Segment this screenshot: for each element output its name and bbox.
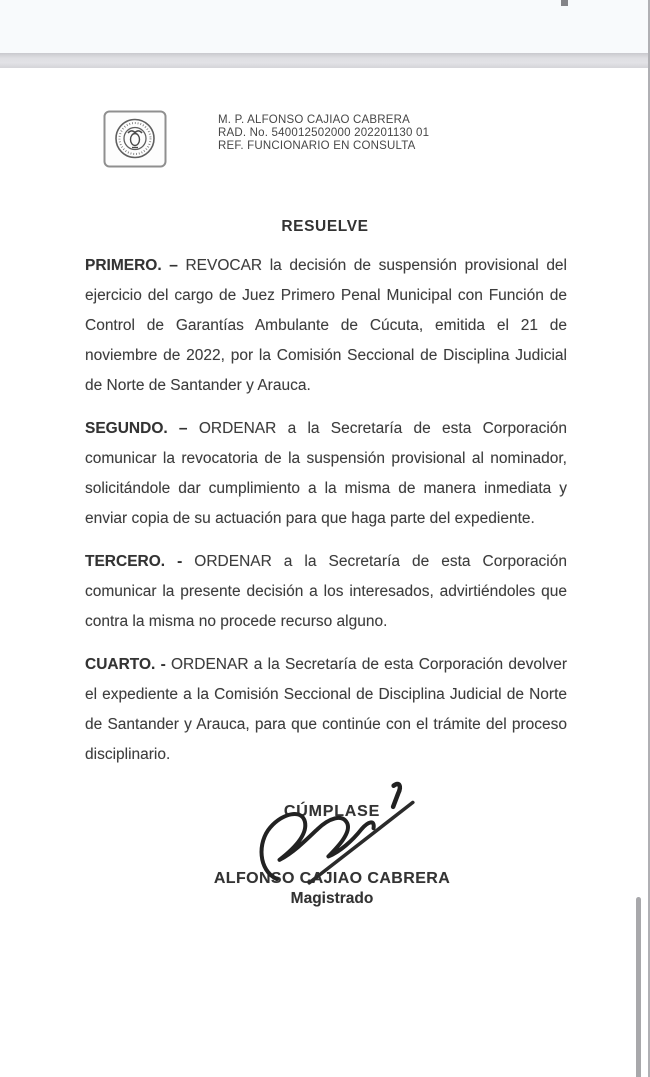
header-reference-block: [218, 110, 429, 153]
previous-page-text-fragment: [561, 0, 568, 6]
header-line-referencia: REF. FUNCIONARIO EN CONSULTA: [218, 140, 416, 152]
document-page: [0, 68, 650, 1077]
paragraph-cuarto-text: ORDENAR a la Secretaría de esta Corporación devolver el expediente a la Comisión Seccional de Disciplina Judicial de Norte de Santander y Arauca, para que continúe con el trámite del proceso disciplinario.: [85, 656, 567, 763]
paragraph-primero-label: PRIMERO. –: [85, 257, 178, 274]
signatory-title: Magistrado: [290, 890, 374, 907]
paragraph-segundo: [85, 414, 567, 534]
rama-judicial-seal-icon: [103, 110, 167, 168]
signatory-name: ALFONSO CAJIAO CABRERA: [213, 870, 451, 887]
paragraph-cuarto: [85, 650, 567, 770]
paragraph-segundo-text: ORDENAR a la Secretaría de esta Corporación comunicar la revocatoria de la suspensión provisional al nominador, solicitándole dar cumplimiento a la misma de manera inmediata y enviar copia de su actuación para que haga parte del expediente.: [85, 420, 568, 527]
paragraph-primero: [85, 251, 567, 401]
header-line-magistrate: M. P. ALFONSO CAJIAO CABRERA: [218, 114, 410, 126]
paragraph-tercero-label: TERCERO. -: [85, 553, 183, 570]
paragraph-primero-text: REVOCAR la decisión de suspensión provisional del ejercicio del cargo de Juez Primero Penal Municipal con Función de Control de Garantías Ambulante de Cúcuta, emitida el 21 de noviembre de 2022, por la Comisión Seccional de Disciplina Judicial de Norte de Santander y Arauca.: [85, 257, 567, 394]
scrollbar-thumb[interactable]: [636, 897, 641, 1077]
paragraph-cuarto-label: CUARTO. -: [85, 656, 166, 673]
previous-page-bottom: [0, 0, 650, 53]
paragraph-tercero: [85, 547, 567, 637]
page-gap-divider: [0, 53, 650, 68]
header-line-radicado: RAD. No. 540012502000 202201130 01: [218, 127, 430, 139]
paragraph-segundo-label: SEGUNDO. –: [85, 420, 188, 437]
document-header: [103, 110, 429, 168]
handwritten-signature-icon: [245, 779, 424, 893]
paragraph-tercero-text: ORDENAR a la Secretaría de esta Corporación comunicar la presente decisión a los interesados, advirtiéndoles que contra la misma no procede recurso alguno.: [85, 553, 567, 630]
resolution-title: RESUELVE: [281, 218, 369, 235]
resolution-body: [85, 251, 567, 783]
cumplase-order-word: CÚMPLASE: [283, 803, 381, 820]
